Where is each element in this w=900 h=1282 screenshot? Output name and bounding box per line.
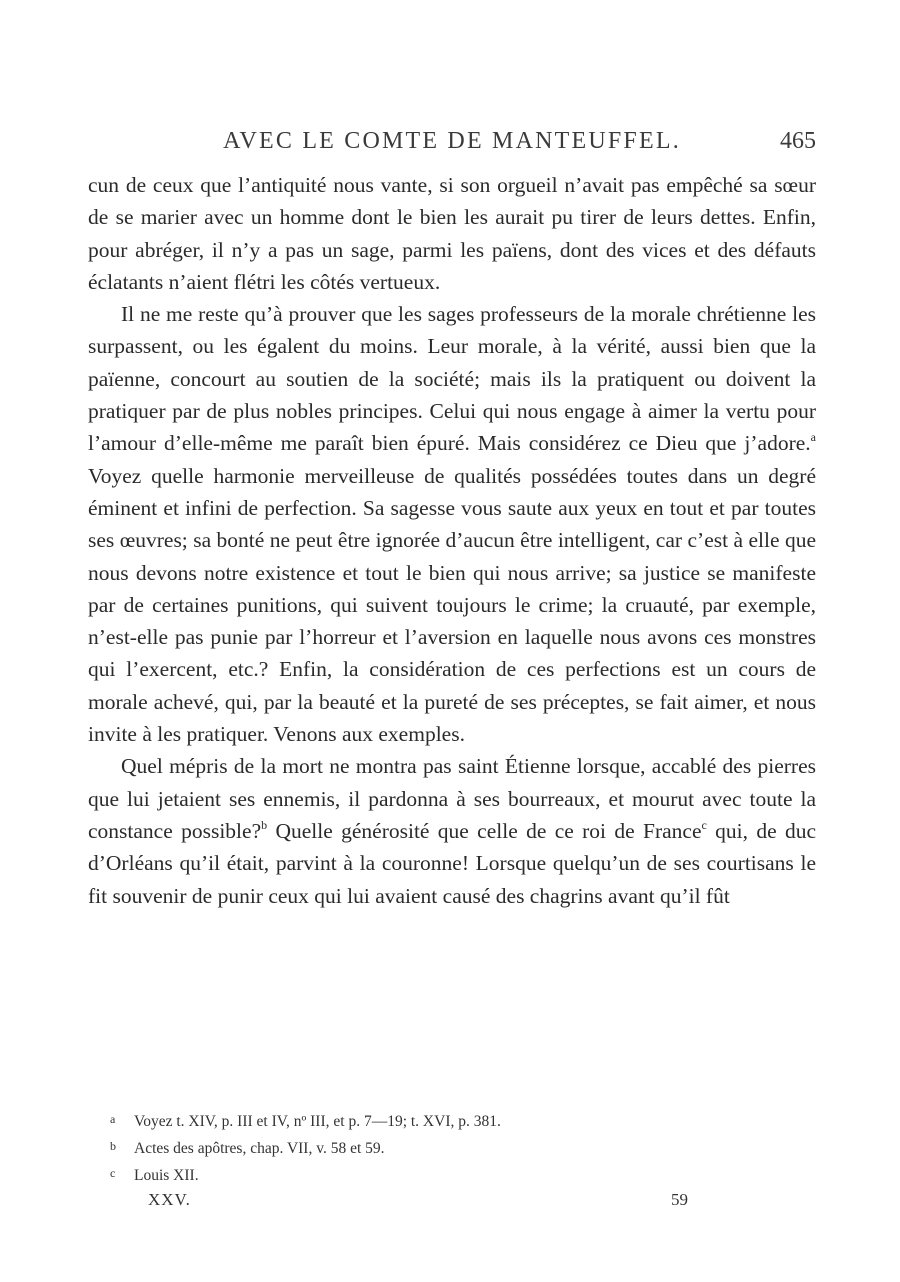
paragraph-3-text-before: Quel mépris de la mort ne montra pas saint Étienne lorsque, accablé des pierres que lui jetaient ses ennemis, il pardonna à ses bourreaux, et mourut avec toute la constance possible? — [88, 754, 816, 843]
volume-signature: XXV. — [148, 1190, 191, 1209]
running-title: AVEC LE COMTE DE MANTEUFFEL. — [223, 128, 681, 154]
footnote-mark: c — [110, 1166, 116, 1180]
paragraph-2-text-after: Voyez quelle harmonie merveilleuse de qualités possédées toutes dans un degré éminent et infini de perfection. Sa sagesse vous saute aux yeux en tout et par toutes ses œuvres; sa bonté ne peut être ignorée d’aucun être intelligent, car c’est à elle que nous devons notre existence et tout le bien qui nous arrive; sa justice se manifeste par de certaines punitions, qui suivent toujours le crime; la cruauté, par exemple, n’est-elle pas punie par l’horreur et l’aversion en laquelle nous avons ces monstres qui l’exercent, etc.? Enfin, la considération de ces perfections est un cours de morale achevé, qui, par la beauté et la pureté de ses préceptes, se fait aimer, et nous invite à les pratiquer. Venons aux exemples. — [88, 463, 816, 747]
paragraph-1-text: cun de ceux que l’antiquité nous vante, si son orgueil n’avait pas empêché sa sœur de se marier avec un homme dont le bien les aurait pu tirer de leurs dettes. Enfin, pour abréger, il n’y a pas un sage, parmi les païens, dont des vices et des défauts éclatants n’aient flétri les côtés vertueux. — [88, 173, 816, 294]
footnotes — [110, 1107, 810, 1188]
paragraph-2-text-before: Il ne me reste qu’à prouver que les sages professeurs de la morale chrétienne les surpassent, ou les égalent du moins. Leur morale, à la vérité, aussi bien que la païenne, concourt au soutien de la société; mais ils la pratiquent ou doivent la pratiquer par de plus nobles principes. Celui qui nous engage à aimer la vertu pour l’amour d’elle-même me paraît bien épuré. Mais considérez ce Dieu que j’adore. — [88, 302, 816, 456]
footnote-text: Actes des apôtres, chap. VII, v. 58 et 59. — [134, 1140, 385, 1157]
footnote-mark: b — [110, 1139, 116, 1153]
paragraph-1 — [88, 169, 816, 298]
page-number: 465 — [780, 128, 816, 154]
paragraph-2 — [88, 298, 816, 750]
footnote-mark: a — [110, 1112, 116, 1126]
footnote-ref-a[interactable]: a — [810, 430, 816, 445]
footnote-ref-b[interactable]: b — [261, 817, 268, 832]
footnote-a — [110, 1107, 810, 1134]
paragraph-3 — [88, 750, 816, 911]
sheet-signature: 59 — [671, 1190, 688, 1209]
body-text — [88, 169, 816, 912]
footnote-text: Louis XII. — [134, 1167, 199, 1184]
paragraph-3-text-middle: Quelle générosité que celle de ce roi de France — [267, 818, 702, 843]
paragraph-3-text-after: qui, de duc d’Orléans qu’il était, parvint à la couronne! Lorsque quelqu’un de ses courtisans le fit souvenir de punir ceux qui lui avaient causé des chagrins avant qu’il fût — [88, 818, 817, 908]
running-head — [88, 128, 816, 164]
footnote-c — [110, 1161, 810, 1188]
footnote-b — [110, 1134, 810, 1161]
footnote-text: Voyez t. XIV, p. III et IV, nº III, et p. 7—19; t. XVI, p. 381. — [134, 1113, 501, 1130]
footnote-ref-c[interactable]: c — [701, 817, 707, 832]
